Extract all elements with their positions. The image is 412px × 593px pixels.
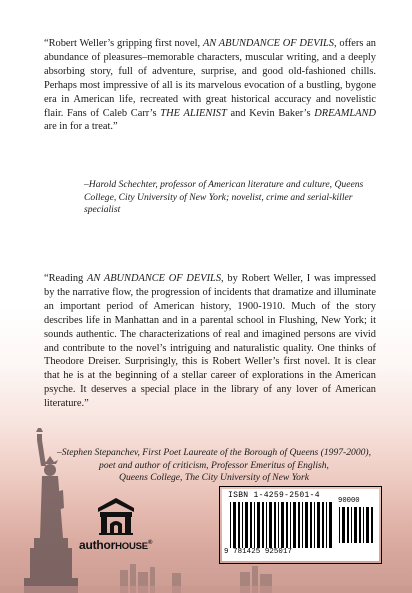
review-quote-1: “Robert Weller’s gripping first novel, AN ABUNDANCE OF DEVILS, offers an abundance of pleasures–memorable characters, muscular writing, and a deeply absorbing story, full of adventure, surprise, and good old-fashioned chills. Perhaps most impressive of all is its marvelous evocation of a bustling, bygone era in American life, recreated with great historical accuracy and novelistic flair. Fans of Caleb Carr’s THE ALIENIST and Kevin Baker’s DREAMLAND are in for a treat.” xyxy=(44,38,376,133)
review-attribution-2 xyxy=(44,447,384,485)
isbn-number: ISBN 1-4259-2501-4 xyxy=(228,491,320,500)
isbn-barcode xyxy=(222,489,379,561)
book-title-dreamland: DREAMLAND xyxy=(314,107,376,119)
barcode-bars xyxy=(230,502,334,548)
price-barcode-bars xyxy=(339,507,375,543)
book-title: AN ABUNDANCE OF DEVILS xyxy=(87,273,222,284)
book-title-alienist: THE ALIENIST xyxy=(160,107,227,119)
attribution-line-3: Queens College, The City University of New York xyxy=(119,472,309,484)
authorhouse-logo-icon xyxy=(96,496,136,536)
publisher-name: authorHOUSE® xyxy=(79,538,153,552)
barcode-number: 9 781425 925017 xyxy=(224,548,293,556)
attribution-line-1: –Stephen Stepanchev, First Poet Laureate of the Borough of Queens (1997-2000), xyxy=(56,447,372,458)
review-quote-2: “Reading AN ABUNDANCE OF DEVILS, by Robert Weller, I was impressed by the narrative flow, the progression of incidents that dramatize and illuminate an important period of American history, 1900-1910. Much of the story describes life in Manhattan and in a parental school in Flushing, New York; it sounds authentic. The characterizations of real and imagined persons are vivid and contribute to the novel’s intriguing and naturalistic quality. One thinks of Theodore Dreiser. Surprisingly, this is Robert Weller’s first novel. It is clear that he is at the beginning of a stellar career of explorations in the American psyche. It deserves a special place in the library of any lover of American literature.” xyxy=(44,273,376,410)
price-code: 90000 xyxy=(338,497,360,505)
review-attribution-1: –Harold Schechter, professor of American literature and culture, Queens College, City University of New York; novelist, crime and serial-killer specialist xyxy=(84,179,364,216)
book-title: AN ABUNDANCE OF DEVILS xyxy=(202,38,335,49)
attribution-line-2: poet and author of criticism, Professor Emeritus of English, xyxy=(99,459,329,471)
